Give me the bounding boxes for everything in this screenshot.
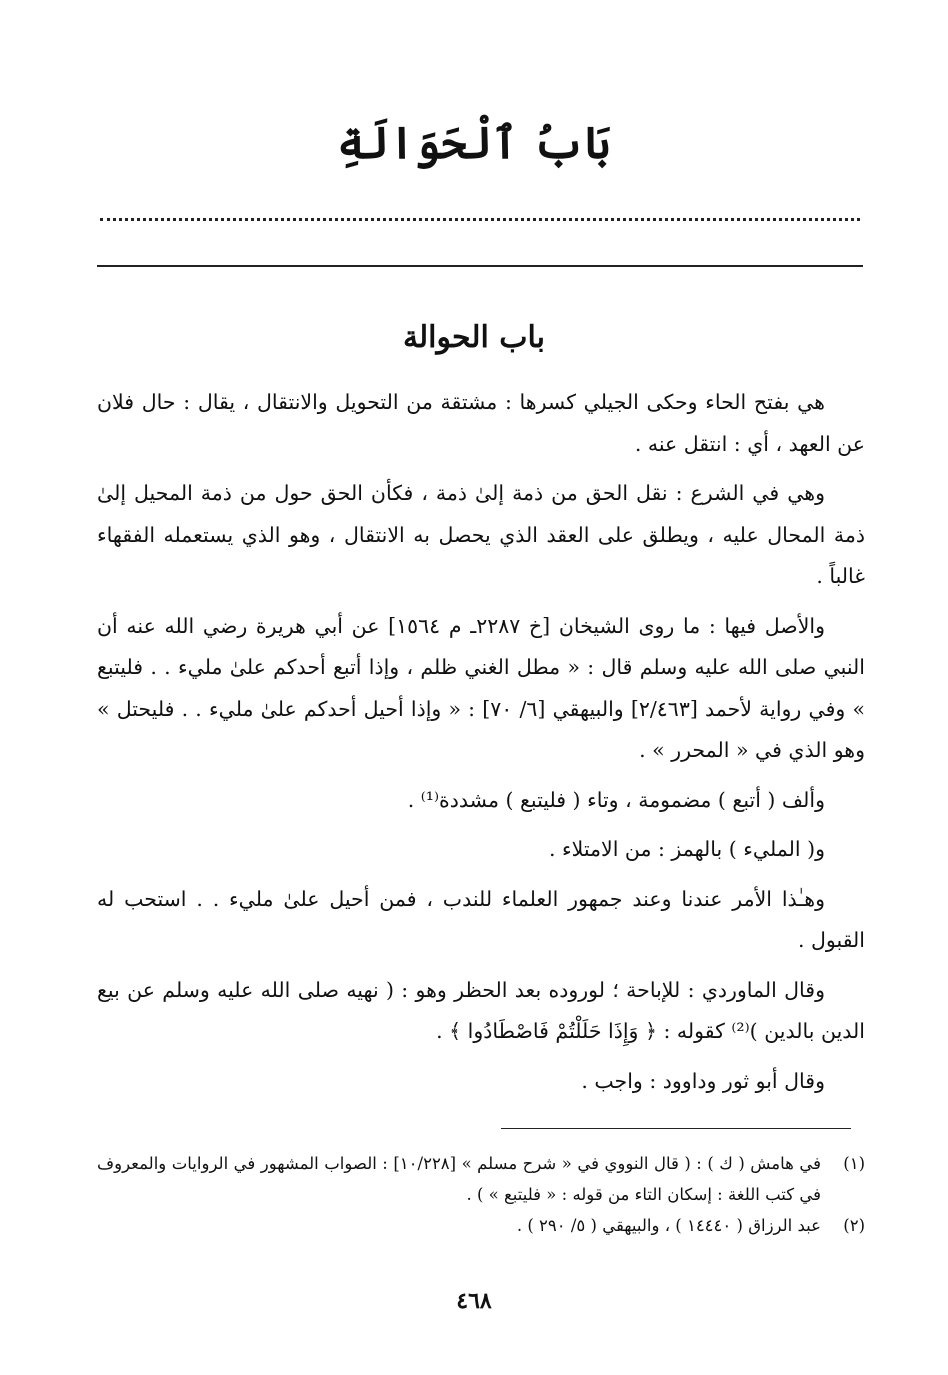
footnote-text: في هامش ( ك ) : ( قال النووي في « شرح مسلم » [١٠/٢٢٨] : الصواب المشهور في الروايات والمعروف في كتب اللغة : إسكان التاء من قوله : « فليتبع » ) . <box>97 1154 822 1204</box>
footnote-number: (٢) <box>843 1216 865 1235</box>
page-number: ٤٦٨ <box>456 1288 492 1314</box>
paragraph-definition-linguistic: هي بفتح الحاء وحكى الجيلي كسرها : مشتقة من التحويل والانتقال ، يقال : حال فلان عن العهد ، أي : انتقل عنه . <box>97 390 865 456</box>
paragraph-vocalization: وألف ( أتبع ) مضمومة ، وتاء ( فليتبع ) مشددة⁽¹⁾ . <box>407 787 825 812</box>
paragraph-mawardi-opinion: وقال الماوردي : للإباحة ؛ لوروده بعد الحظر وهو : ( نهيه صلى الله عليه وسلم عن بيع الدين بالدين )⁽²⁾ كقوله : ﴿ وَإِذَا حَلَلْتُمْ فَاصْطَادُوا ﴾ . <box>97 977 865 1043</box>
matn-chapter-title: بَابُ ٱلْحَوَالَةِ <box>337 118 611 169</box>
dotted-divider <box>100 218 860 221</box>
footnote-item <box>97 1210 865 1241</box>
paragraph-definition-legal: وهي في الشرع : نقل الحق من ذمة إلىٰ ذمة ، فكأن الحق حول من ذمة المحيل إلىٰ ذمة المحال عليه ، ويطلق على العقد الذي يحصل به الانتقال ، وهو الذي يستعمله الفقهاء غالباً . <box>97 481 865 588</box>
paragraph-ruling-recommended: وهـٰذا الأمر عندنا وعند جمهور العلماء للندب ، فمن أحيل علىٰ مليء . . استحب له القبول . <box>97 886 865 952</box>
section-divider-line <box>97 265 863 267</box>
paragraph-abu-thawr-opinion: وقال أبو ثور وداوود : واجب . <box>581 1068 825 1093</box>
paragraph-maly-meaning: و( المليء ) بالهمز : من الامتلاء . <box>548 837 825 861</box>
footnotes <box>97 1148 865 1241</box>
paragraph-evidence: والأصل فيها : ما روى الشيخان [خ ٢٢٨٧ـ م ١٥٦٤] عن أبي هريرة رضي الله عنه أن النبي صلى الله عليه وسلم قال : « مطل الغني ظلم ، وإذا أتبع أحدكم علىٰ مليء . . فليتبع » وفي رواية لأحمد [٢/٤٦٣] والبيهقي [٦/ ٧٠] : « وإذا أحيل أحدكم علىٰ مليء . . فليحتل » وهو الذي في « المحرر » . <box>97 613 866 762</box>
footnote-text: عبد الرزاق ( ١٤٤٤٠ ) ، والبيهقي ( ٥/ ٢٩٠ ) . <box>516 1216 821 1235</box>
footnote-separator <box>501 1128 851 1129</box>
footnote-number: (١) <box>843 1154 865 1173</box>
commentary-chapter-title: باب الحوالة <box>402 320 546 355</box>
footnote-item <box>97 1148 865 1210</box>
commentary-body <box>97 382 865 1110</box>
